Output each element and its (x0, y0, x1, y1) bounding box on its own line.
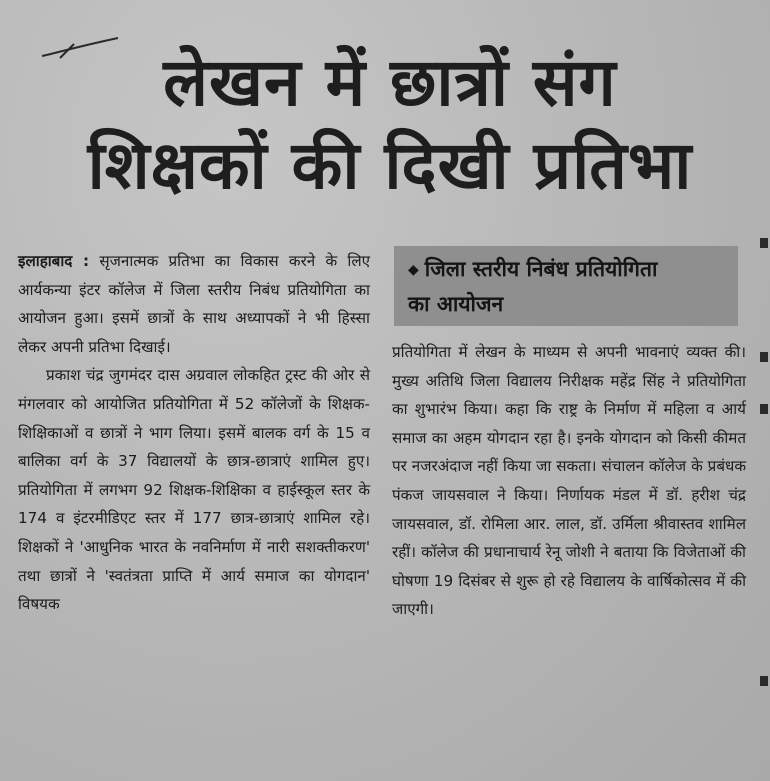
article-paragraph-3: प्रतियोगिता में लेखन के माध्यम से अपनी भावनाएं व्यक्त की। मुख्य अतिथि जिला विद्यालय निरीक्षक महेंद्र सिंह ने प्रतियोगिता का शुभारंभ किया। कहा कि राष्ट्र के निर्माण में महिला व आर्य समाज का अहम योगदान रहा है। इनके योगदान को किसी कीमत पर नजरअंदाज नहीं किया जा सकता। संचालन कॉलेज के प्रबंधक पंकज जायसवाल ने किया। निर्णायक मंडल में डॉ. हरीश चंद्र जायसवाल, डॉ. रोमिला आर. लाल, डॉ. उर्मिला श्रीवास्तव शामिल रहीं। कॉलेज की प्रधानाचार्य रेनू जोशी ने बताया कि विजेताओं की घोषणा 19 दिसंबर से शुरू हो रहे विद्यालय के वार्षिकोत्सव में की जाएगी। (392, 343, 746, 619)
article-column-left (18, 247, 370, 619)
article-column-right (392, 338, 746, 624)
edge-mark (760, 238, 768, 248)
subheading-box (394, 246, 738, 326)
subheading-line-2: का आयोजन (408, 292, 504, 316)
article-paragraph-1 (18, 247, 370, 361)
edge-mark (760, 352, 768, 362)
dateline: इलाहाबाद : (18, 252, 90, 270)
subheading-line-1: जिला स्तरीय निबंध प्रतियोगिता (424, 257, 658, 281)
headline (20, 42, 760, 208)
headline-line-2: शिक्षकों की दिखी प्रतिभा (87, 127, 693, 204)
diamond-bullet-icon: ◆ (408, 262, 419, 278)
article-paragraph-2: प्रकाश चंद्र जुगमंदर दास अग्रवाल लोकहित ट्रस्ट की ओर से मंगलवार को आयोजित प्रतियोगिता में 52 कॉलेजों के शिक्षक-शिक्षिकाओं व छात्रों ने भाग लिया। इसमें बालक वर्ग के 15 व बालिका वर्ग के 37 विद्यालयों के छात्र-छात्राएं शामिल हुए। प्रतियोगिता में लगभग 92 शिक्षक-शिक्षिका व हाईस्कूल स्तर के 174 व इंटरमीडिएट स्तर में 177 छात्र-छात्राएं शामिल रहे। शिक्षकों ने 'आधुनिक भारत के नवनिर्माण में नारी सशक्तीकरण' तथा छात्रों ने 'स्वतंत्रता प्राप्ति में आर्य समाज का योगदान' विषयक (18, 366, 370, 614)
edge-mark (760, 404, 768, 414)
article-paragraph-1-text: सृजनात्मक प्रतिभा का विकास करने के लिए आर्यकन्या इंटर कॉलेज में जिला स्तरीय निबंध प्रतियोगिता का आयोजन हुआ। इसमें छात्रों के साथ अध्यापकों ने भी हिस्सा लेकर अपनी प्रतिभा दिखाई। (18, 252, 371, 356)
edge-mark (760, 676, 768, 686)
headline-line-1: लेखन में छात्रों संग (163, 44, 617, 121)
